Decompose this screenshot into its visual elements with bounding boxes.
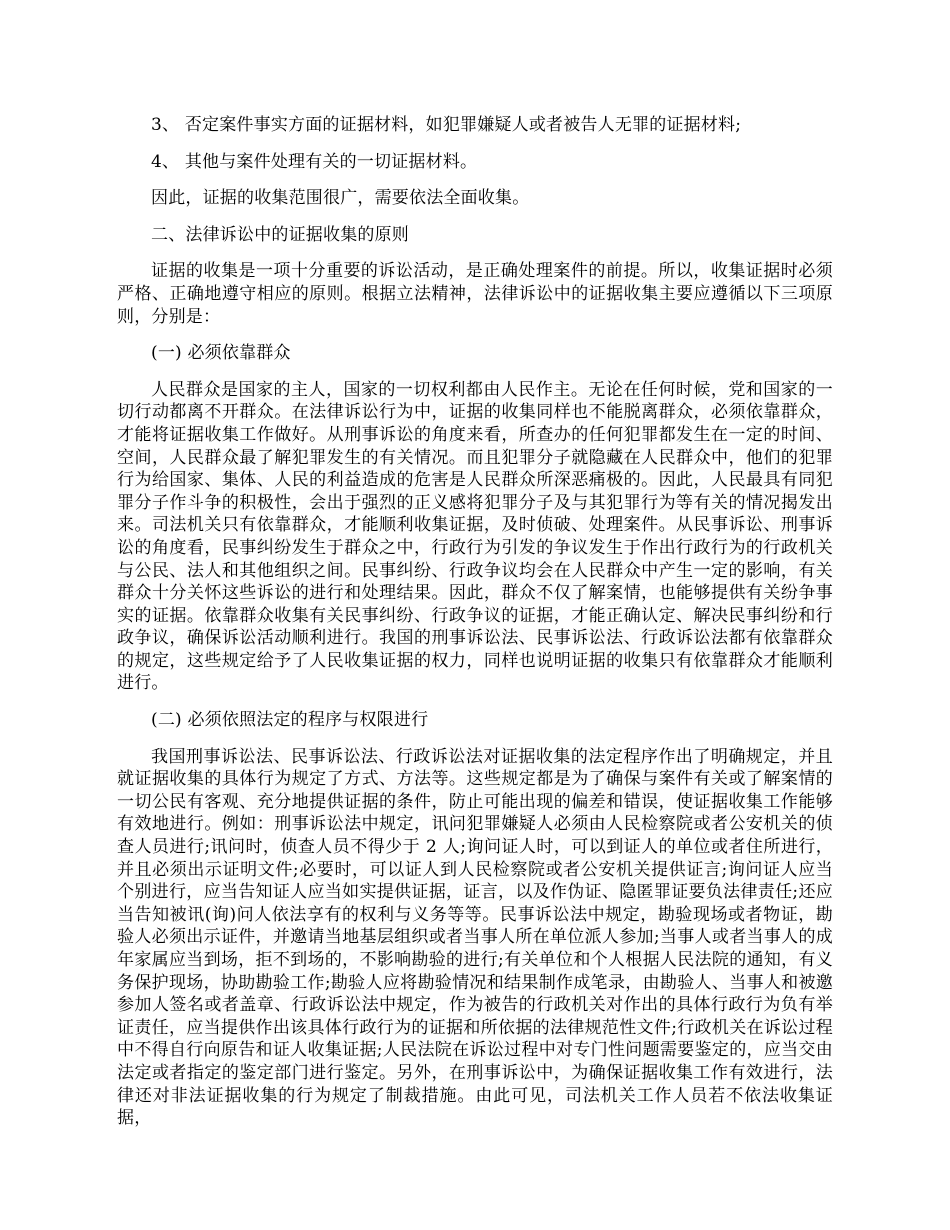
principle-2-body: 我国刑事诉讼法、民事诉讼法、行政诉讼法对证据收集的法定程序作出了明确规定，并且就证据收集的具体行为规定了方式、方法等。这些规定都是为了确保与案件有关或了解案情的一切公民有客观、充分地提供证据的条件，防止可能出现的偏差和错误，使证据收集工作能够有效地进行。例如：刑事诉讼法中规定，讯问犯罪嫌疑人必须由人民检察院或者公安机关的侦查人员进行;讯问时，侦查人员不得少于 2 人;询问证人时，可以到证人的单位或者住所进行，并且必须出示证明文件;必要时，可以证人到人民检察院或者公安机关提供证言;询问证人应当个别进行，应当告知证人应当如实提供证据，证言，以及作伪证、隐匿罪证要负法律责任;还应当告知被讯(询)问人依法享有的权利与义务等等。民事诉讼法中规定，勘验现场或者物证，勘验人必须出示证件，并邀请当地基层组织或者当事人所在单位派人参加;当事人或者当事人的成年家属应当到场，拒不到场的，不影响勘验的进行;有关单位和个人根据人民法院的通知，有义务保护现场，协助勘验工作;勘验人应将勘验情况和结果制作成笔录，由勘验人、当事人和被邀参加人签名或者盖章、行政诉讼法中规定，作为被告的行政机关对作出的具体行政行为负有举证责任，应当提供作出该具体行政行为的证据和所依据的法律规范性文件;行政机关在诉讼过程中不得自行向原告和证人收集证据;人民法院在诉讼过程中对专门性问题需要鉴定的，应当交由法定或者指定的鉴定部门进行鉴定。另外，在刑事诉讼中，为确保证据收集工作有效进行，法律还对非法证据收集的行为规定了制裁措施。由此可见，司法机关工作人员若不依法收集证据， (117, 746, 833, 1129)
section-heading: 二、法律诉讼中的证据收集的原则 (151, 224, 409, 245)
document-body (117, 114, 833, 1144)
list-item-4: 4、 其他与案件处理有关的一切证据材料。 (151, 151, 478, 172)
list-item-3: 3、 否定案件事实方面的证据材料，如犯罪嫌疑人或者被告人无罪的证据材料; (151, 115, 742, 135)
intro-paragraph: 证据的收集是一项十分重要的诉讼活动，是正确处理案件的前提。所以，收集证据时必须严格、正确地遵守相应的原则。根据立法精神，法律诉讼中的证据收集主要应遵循以下三项原则，分别是： (117, 261, 833, 327)
summary-text: 因此，证据的收集范围很广，需要依法全面收集。 (151, 188, 530, 209)
principle-1-body: 人民群众是国家的主人，国家的一切权利都由人民作主。无论在任何时候，党和国家的一切行动都离不开群众。在法律诉讼行为中，证据的收集同样也不能脱离群众，必须依靠群众，才能将证据收集工作做好。从刑事诉讼的角度来看，所查办的任何犯罪都发生在一定的时间、空间，人民群众最了解犯罪发生的有关情况。而且犯罪分子就隐藏在人民群众中，他们的犯罪行为给国家、集体、人民的利益造成的危害是人民群众所深恶痛极的。因此，人民最具有同犯罪分子作斗争的积极性，会出于强烈的正义感将犯罪分子及与其犯罪行为等有关的情况揭发出来。司法机关只有依靠群众，才能顺利收集证据，及时侦破、处理案件。从民事诉讼、刑事诉讼的角度看，民事纠纷发生于群众之中，行政行为引发的争议发生于作出行政行为的行政机关与公民、法人和其他组织之间。民事纠纷、行政争议均会在人民群众中产生一定的影响，有关群众十分关怀这些诉讼的进行和处理结果。因此，群众不仅了解案情，也能够提供有关纷争事实的证据。依靠群众收集有关民事纠纷、行政争议的证据，才能正确认定、解决民事纠纷和行政争议，确保诉讼活动顺利进行。我国的刑事诉讼法、民事诉讼法、行政诉讼法都有依靠群众的规定，这些规定给予了人民收集证据的权力，同样也说明证据的收集只有依靠群众才能顺利进行。 (117, 379, 833, 694)
principle-2-heading: (二) 必须依照法定的程序与权限进行 (151, 710, 429, 731)
principle-1-heading: (一) 必须依靠群众 (151, 343, 291, 364)
